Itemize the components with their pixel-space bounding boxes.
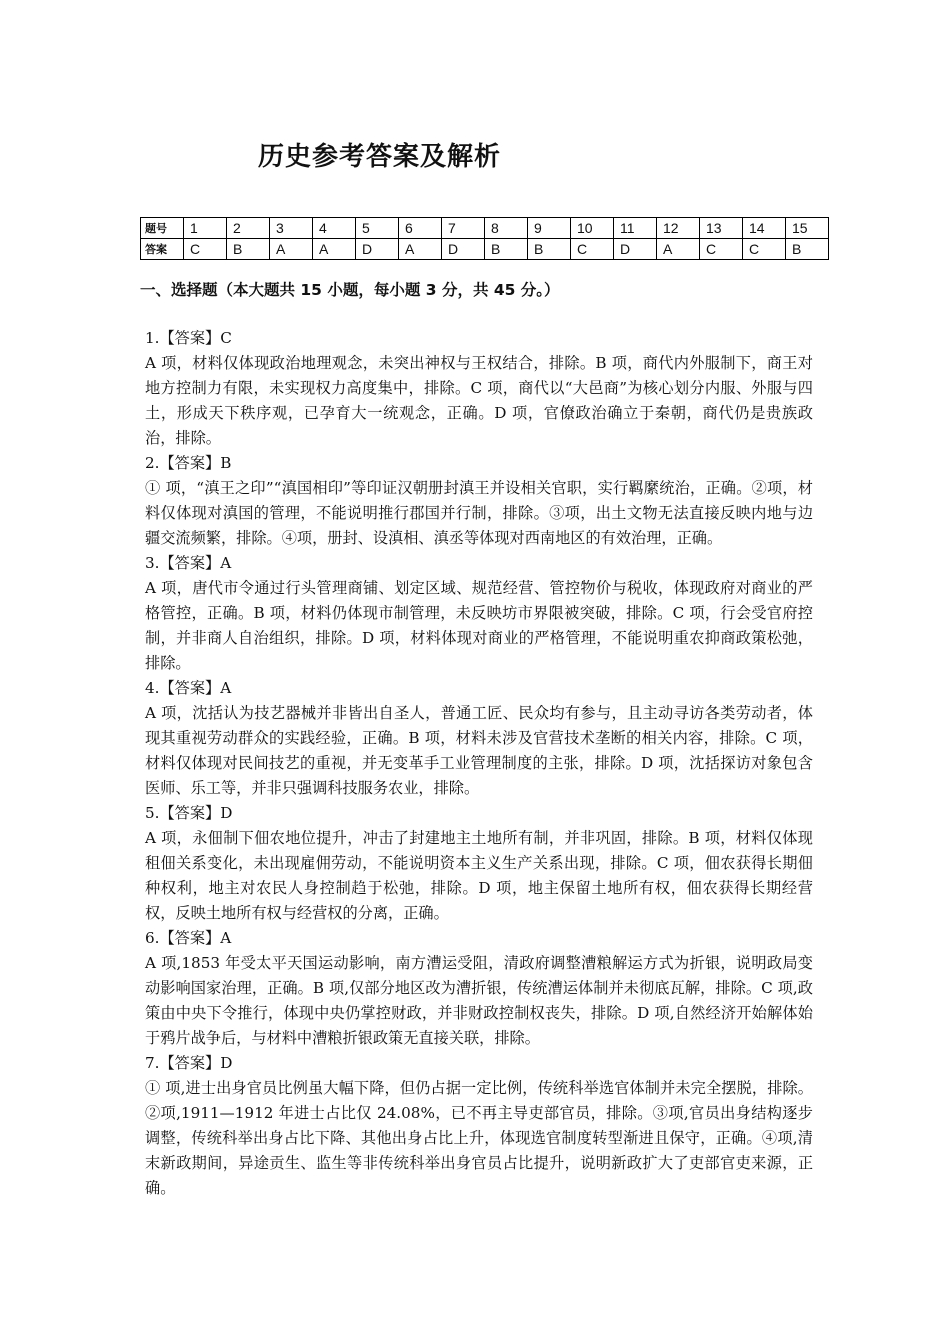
answer-heading: 6.【答案】A [145,929,232,947]
answer-cell: C [571,239,614,260]
question-number: 2 [227,218,270,239]
answer-cell: B [786,239,829,260]
question-number: 15 [786,218,829,239]
row-label-answer: 答案 [141,239,184,260]
question-number: 1 [184,218,227,239]
section-heading: 一、选择题（本大题共 15 小题，每小题 3 分，共 45 分。） [140,281,560,299]
question-number: 4 [313,218,356,239]
question-number: 9 [528,218,571,239]
answer-heading: 2.【答案】B [145,454,232,472]
row-label-number: 题号 [141,218,184,239]
answer-cell: D [614,239,657,260]
answer-explanation: ① 项，“滇王之印”“滇国相印”等印证汉朝册封滇王并设相关官职，实行羁縻统治，正确。②项，材料仅体现对滇国的管理，不能说明推行郡国并行制，排除。③项，出土文物无法直接反映内地与边疆交流频繁，排除。④项，册封、设滇相、滇丞等体现对西南地区的有效治理，正确。 [145,479,813,547]
question-number: 5 [356,218,399,239]
answer-explanation: A 项，永佃制下佃农地位提升，冲击了封建地主土地所有制，并非巩固，排除。B 项，材料仅体现租佃关系变化，未出现雇佣劳动，不能说明资本主义生产关系出现，排除。C 项，佃农获得长期佃种权利，地主对农民人身控制趋于松弛，排除。D 项，地主保留土地所有权，佃农获得长期经营权，反映土地所有权与经营权的分离，正确。 [145,829,813,922]
answer-cell: A [313,239,356,260]
question-block [145,801,813,926]
answer-explanation: A 项，唐代市令通过行头管理商铺、划定区域、规范经营、管控物价与税收，体现政府对商业的严格管控，正确。B 项，材料仍体现市制管理，未反映坊市界限被突破，排除。C 项，行会受官府控制，并非商人自治组织，排除。D 项，材料体现对商业的严格管理，不能说明重农抑商政策松弛，排除。 [145,579,813,672]
answer-table-answer-row [141,239,829,260]
question-number: 7 [442,218,485,239]
answer-heading: 7.【答案】D [145,1054,233,1072]
answer-table-number-row [141,218,829,239]
answer-heading: 4.【答案】A [145,679,232,697]
page-title: 历史参考答案及解析 [258,142,502,172]
answer-explanation: A 项,1853 年受太平天国运动影响，南方漕运受阻，清政府调整漕粮解运方式为折银，说明政局变动影响国家治理，正确。B 项,仅部分地区改为漕折银，传统漕运体制并未彻底瓦解，排除。C 项,政策由中央下令推行，体现中央仍掌控财政，并非财政控制权丧失，排除。D 项,自然经济开始解体始于鸦片战争后，与材料中漕粮折银政策无直接关联，排除。 [145,954,813,1047]
question-number: 12 [657,218,700,239]
answer-heading: 5.【答案】D [145,804,233,822]
answer-cell: A [399,239,442,260]
answer-heading: 1.【答案】C [145,329,232,347]
answer-cell: A [270,239,313,260]
question-block [145,1051,813,1201]
question-number: 3 [270,218,313,239]
answer-cell: B [227,239,270,260]
question-block [145,926,813,1051]
answer-cell: C [700,239,743,260]
question-block [145,451,813,551]
question-block [145,326,813,451]
question-number: 6 [399,218,442,239]
question-number: 10 [571,218,614,239]
answer-explanation: A 项，沈括认为技艺器械并非皆出自圣人，普通工匠、民众均有参与，且主动寻访各类劳动者，体现其重视劳动群众的实践经验，正确。B 项，材料未涉及官营技术垄断的相关内容，排除。C 项，材料仅体现对民间技艺的重视，并无变革手工业管理制度的主张，排除。D 项，沈括探访对象包含医师、乐工等，并非只强调科技服务农业，排除。 [145,704,813,797]
answer-explanation: ① 项,进士出身官员比例虽大幅下降，但仍占据一定比例，传统科举选官体制并未完全摆脱，排除。②项,1911—1912 年进士占比仅 24.08%，已不再主导吏部官员，排除。③项,官员出身结构逐步调整，传统科举出身占比下降、其他出身占比上升，体现选官制度转型渐进且保守，正确。④项,清末新政期间，异途贡生、监生等非传统科举出身官员占比提升，说明新政扩大了吏部官吏来源，正确。 [145,1079,813,1197]
question-number: 8 [485,218,528,239]
answer-cell: D [442,239,485,260]
answer-cell: C [184,239,227,260]
answer-cell: D [356,239,399,260]
answer-heading: 3.【答案】A [145,554,232,572]
question-number: 11 [614,218,657,239]
answer-cell: A [657,239,700,260]
answer-cell: B [485,239,528,260]
question-number: 14 [743,218,786,239]
question-block [145,551,813,676]
answer-table [140,217,829,260]
explanations [145,326,813,1201]
question-number: 13 [700,218,743,239]
answer-cell: B [528,239,571,260]
answer-cell: C [743,239,786,260]
question-block [145,676,813,801]
answer-explanation: A 项，材料仅体现政治地理观念，未突出神权与王权结合，排除。B 项，商代内外服制下，商王对地方控制力有限，未实现权力高度集中，排除。C 项，商代以“大邑商”为核心划分内服、外服与四土，形成天下秩序观，已孕育大一统观念，正确。D 项，官僚政治确立于秦朝，商代仍是贵族政治，排除。 [145,354,813,447]
